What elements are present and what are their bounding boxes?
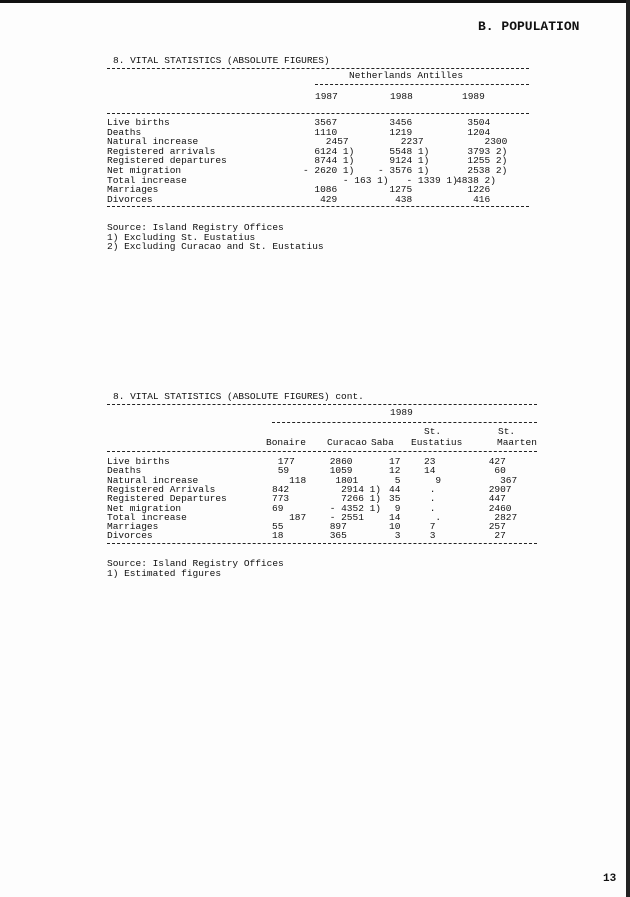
cell-value: 55 [272,521,284,533]
cell-value: 14 [424,465,436,477]
cell-value: 2914 1) [324,483,382,495]
cell-value: - 163 1) [303,174,389,186]
table-row [0,195,630,205]
cell-value: 3793 2) [456,145,508,157]
table-2-title: 8. VITAL STATISTICS (ABSOLUTE FIGURES) cont. [113,391,364,402]
row-label: Deaths [107,465,142,477]
cell-value: 10 [389,521,401,533]
divider [107,451,537,452]
row-label: Net migration [107,502,182,514]
divider [272,422,537,423]
cell-value: 416 [456,193,491,205]
cell-value: 2538 2) [456,165,508,176]
cell-value: 118 [272,474,307,486]
cell-value: 187 [272,511,307,523]
page-number: 13 [603,873,617,885]
cell-value: 7 [424,521,436,533]
cell-value: 2907 [483,483,512,495]
source-note: Source: Island Registry Offices [107,558,284,569]
table-row [0,476,630,486]
cell-value: 427 [483,456,506,467]
divider [107,404,537,405]
row-label: Divorces [107,530,153,542]
cell-value: . [424,502,436,514]
cell-value: 5548 1) [378,145,430,157]
cell-value: 12 [389,465,401,477]
cell-value: 1204 [456,126,491,138]
row-label: Divorces [107,193,153,205]
cell-value: 1219 [378,126,413,138]
page-header: B. POPULATION [478,19,580,34]
table-row [0,513,630,523]
table-row [0,522,630,532]
cell-value: 3504 [456,117,491,128]
cell-value: 1226 [456,184,491,196]
cell-value: 4838 2) [456,174,496,186]
cell-value: 59 [272,465,290,477]
table-row [0,457,630,467]
source-note: Source: Island Registry Offices [107,222,284,233]
cell-value: 1110 [303,126,338,138]
cell-value: 5 [389,474,401,486]
footnote: 1) Estimated figures [107,567,222,579]
cell-value: 447 [483,493,506,505]
column-header: Maarten [497,437,537,448]
cell-value: 257 [483,521,506,533]
cell-value: 17 [389,456,401,467]
table-row [0,531,630,541]
divider [107,206,529,207]
cell-value: 60 [483,465,506,477]
cell-value: 1086 [303,184,338,196]
cell-value: 367 [483,474,518,486]
column-header: Curacao [327,437,367,448]
cell-value: 842 [272,483,290,495]
cell-value: 2457 [303,136,349,148]
cell-value: 2460 [483,502,512,514]
row-label: Registered arrivals [107,145,216,157]
cell-value: . [424,483,436,495]
column-header: St. [424,426,442,437]
cell-value: 69 [272,502,284,514]
cell-value: 2237 [378,136,424,148]
table-row [0,466,630,476]
cell-value: 8744 1) [303,155,355,167]
row-label: Live births [107,456,170,467]
divider [107,113,529,114]
cell-value: 897 [324,521,347,533]
cell-value: 14 [389,511,401,523]
row-label: Marriages [107,184,159,196]
cell-value: 177 [272,456,295,467]
cell-value: 2300 [456,136,508,148]
column-header: 1989 [462,91,485,102]
cell-value: - 2620 1) [303,165,355,176]
cell-value: 3456 [378,117,413,128]
row-label: Live births [107,117,170,128]
cell-value: 3 [389,530,401,542]
column-header: 1987 [315,91,338,102]
cell-value: 18 [272,530,284,542]
cell-value: 35 [389,493,401,505]
footnote: 2) Excluding Curacao and St. Eustatius [107,241,324,252]
scan-top-edge [0,0,630,3]
column-header: Saba [371,437,394,448]
row-label: Net migration [107,165,182,176]
table-1-title: 8. VITAL STATISTICS (ABSOLUTE FIGURES) [113,55,330,66]
cell-value: 6124 1) [303,145,355,157]
cell-value: 1275 [378,184,413,196]
cell-value: 1255 2) [456,155,508,167]
cell-value: 429 [303,193,338,205]
cell-value: 7266 1) [324,493,382,505]
divider [107,543,537,544]
table-row [0,504,630,514]
cell-value: 27 [483,530,506,542]
row-label: Registered departures [107,155,227,167]
cell-value: 3 [424,530,436,542]
row-label: Natural increase [107,474,199,486]
cell-value: 365 [324,530,347,542]
column-header: St. [498,426,516,437]
divider [315,84,529,85]
cell-value: 2860 [324,456,353,467]
cell-value: - 2551 [324,511,364,523]
column-header: Bonaire [266,437,306,448]
cell-value: - 4352 1) [324,502,382,514]
cell-value: 44 [389,483,401,495]
column-header: Eustatius [411,437,463,448]
row-label: Natural increase [107,136,199,148]
cell-value: 438 [378,193,413,205]
group-header: Netherlands Antilles [349,70,464,81]
table-row [0,494,630,504]
cell-value: 773 [272,493,290,505]
row-label: Marriages [107,521,159,533]
cell-value: - 1339 1) [378,174,458,186]
cell-value: 1801 [324,474,359,486]
cell-value: - 3576 1) [378,165,430,176]
row-label: Registered Departures [107,493,227,505]
footnote: 1) Excluding St. Eustatius [107,231,256,243]
cell-value: . [424,511,442,523]
cell-value: . [424,493,436,505]
table-row [0,485,630,495]
row-label: Deaths [107,126,142,138]
cell-value: 23 [424,456,436,467]
column-header: 1988 [390,91,413,102]
cell-value: 9124 1) [378,155,430,167]
cell-value: 3567 [303,117,338,128]
cell-value: 9 [424,474,442,486]
row-label: Total increase [107,174,187,186]
row-label: Registered Arrivals [107,483,216,495]
cell-value: 1059 [324,465,353,477]
group-header: 1989 [390,407,413,418]
cell-value: 2827 [483,511,518,523]
row-label: Total increase [107,511,187,523]
cell-value: 9 [389,502,401,514]
divider [107,68,529,69]
